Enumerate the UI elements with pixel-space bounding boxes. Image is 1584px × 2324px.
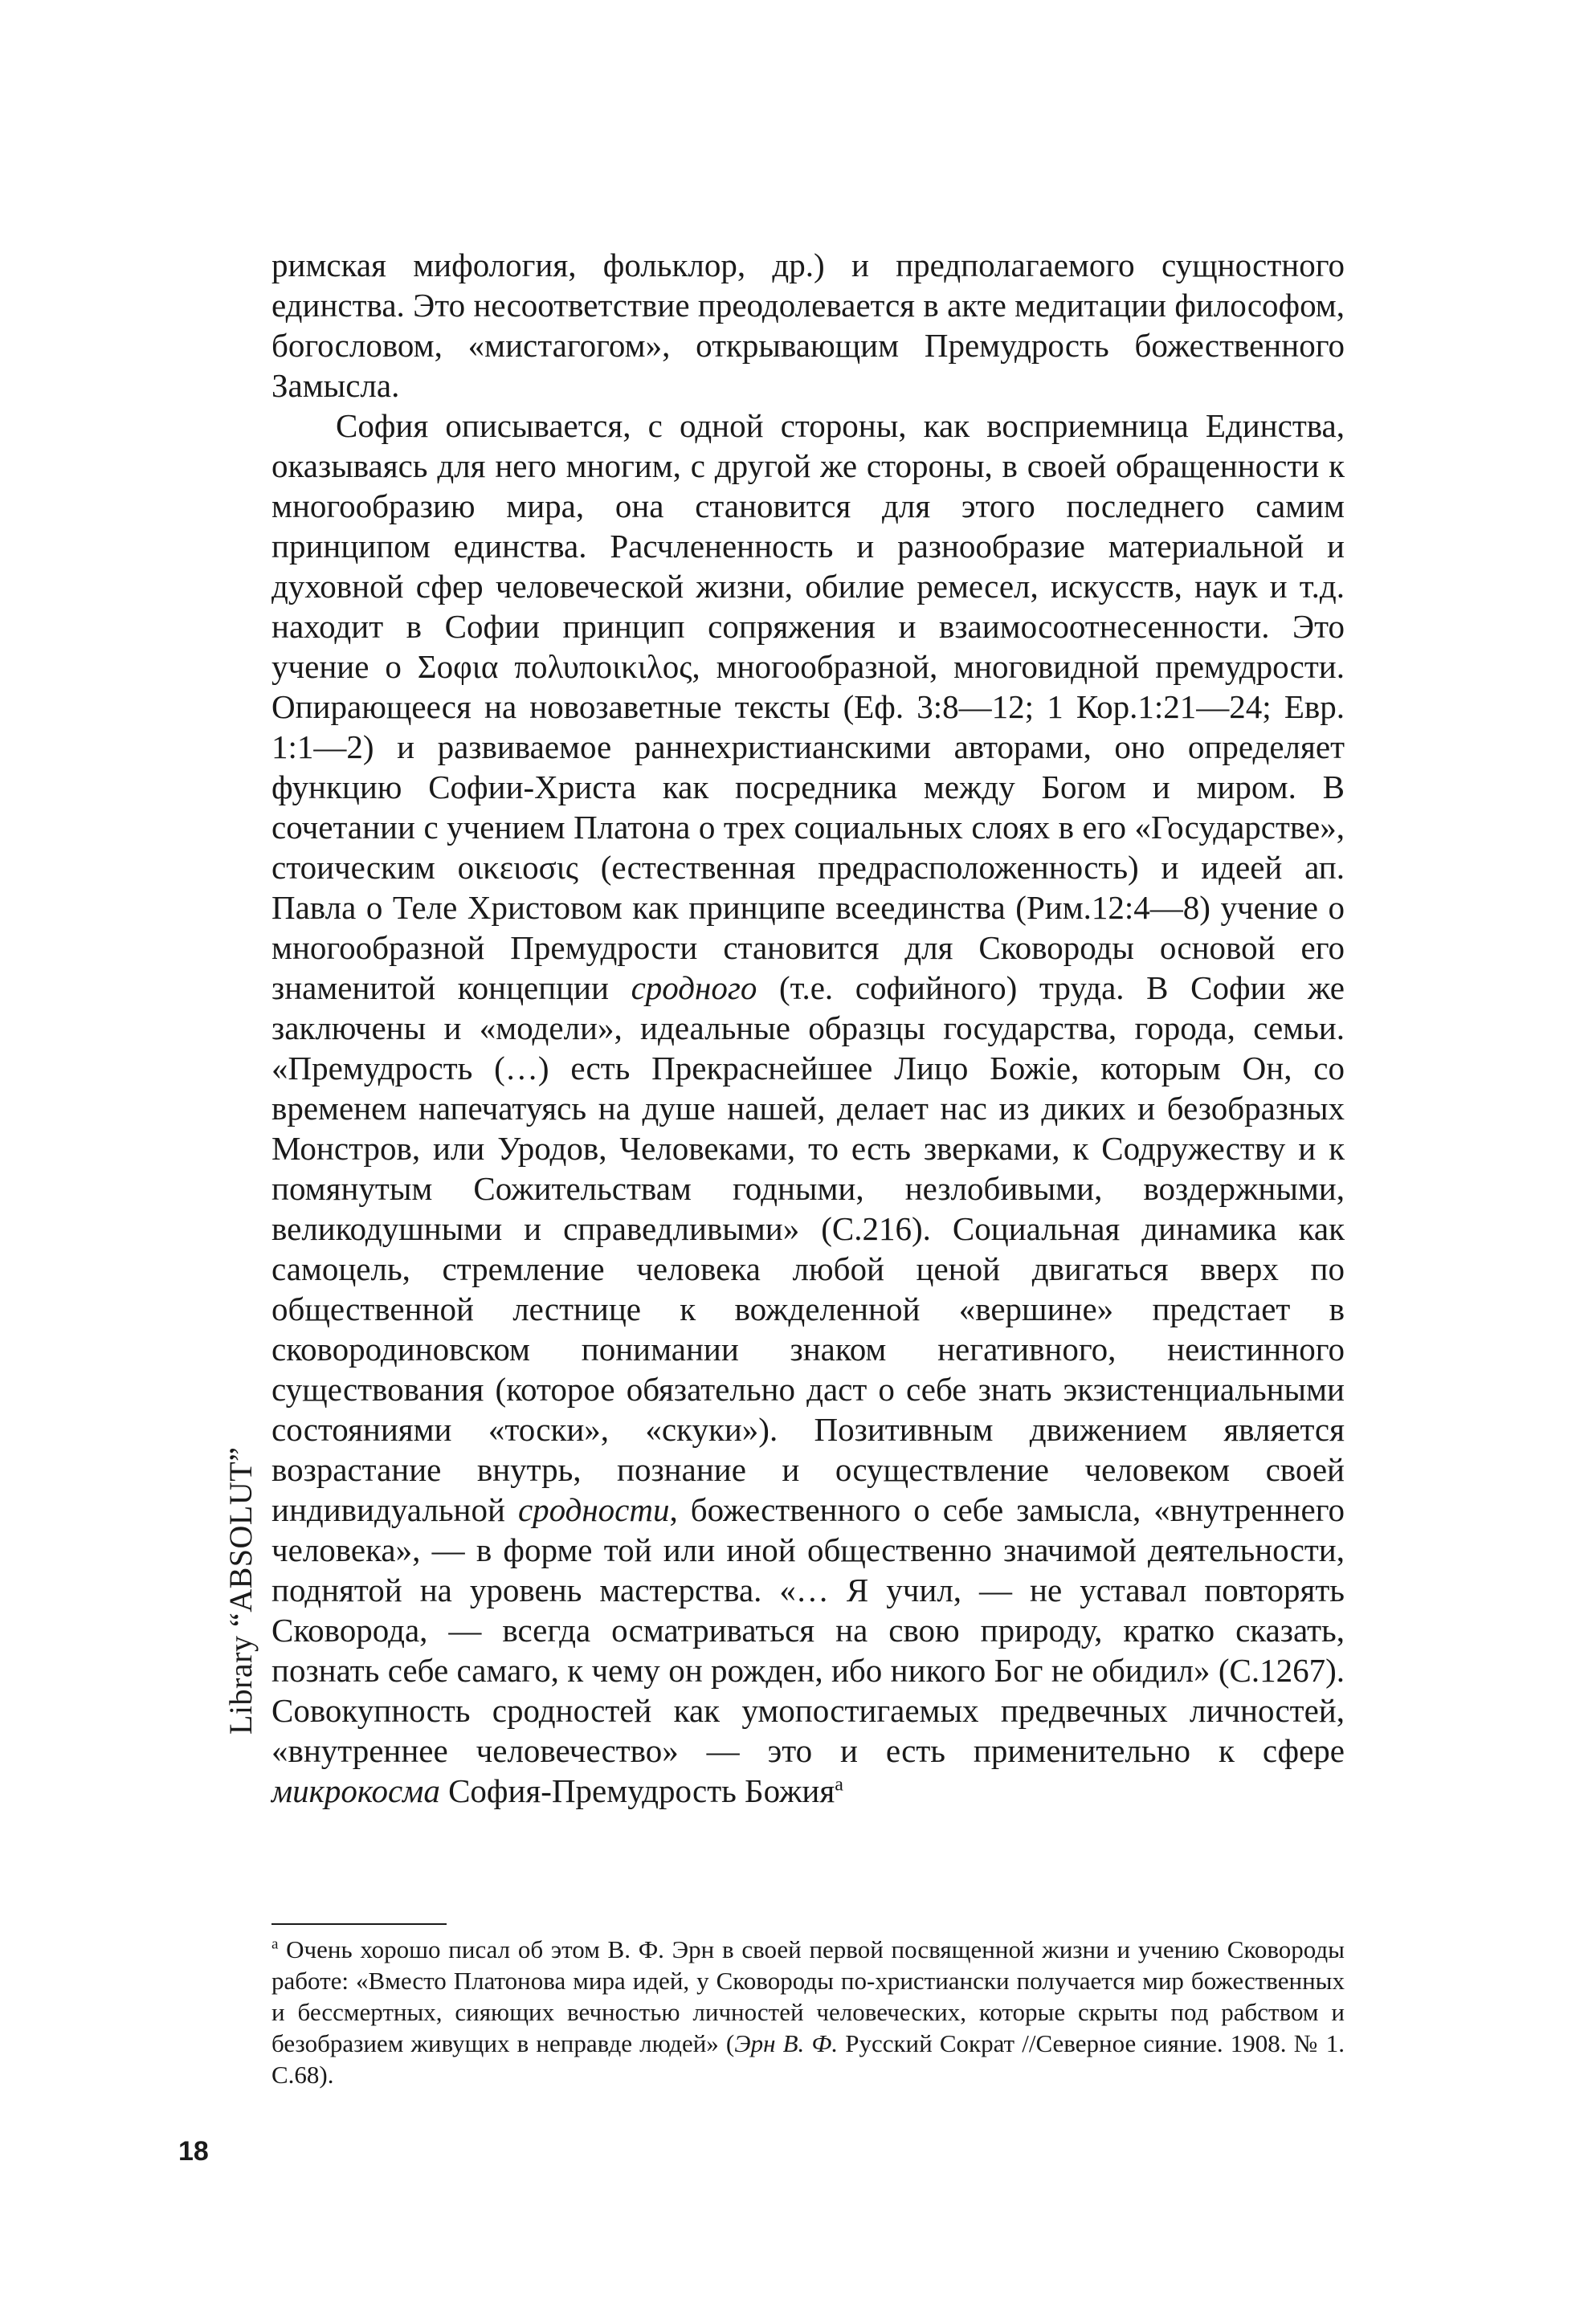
italic-term-srodnogo: сродного <box>631 969 757 1006</box>
footnote-text-b: Русский Сократ //Северное сияние. 1908. № 1. С.68). <box>271 2029 1345 2089</box>
italic-term-srodnosti: сродности <box>517 1491 670 1528</box>
page-number: 18 <box>178 2136 209 2167</box>
paragraph-1: римская мифология, фольклор, др.) и предполагаемого сущностного единства. Это несоответствие преодолевается в акте медитации философом, богословом, «мистагогом», открывающим Премудрость божественного Замысла. <box>271 247 1345 404</box>
paragraph-2-part-b: (т.е. софийного) труда. В Софии же заключены и «модели», идеальные образцы государства, города, семьи. «Премудрость (…) есть Прекраснейшее Лицо Божіе, которым Он, со временем напечатуясь на душе нашей, делает нас из диких и безобразных Монстров, или Уродов, Человеками, то есть зверками, к Содружеству и к помянутым Сожительствам годными, незлобивыми, воздержными, великодушными и справедливыми» (С.216). Социальная динамика как самоцель, стремление человека любой ценой двигаться вверх по общественной лестнице к вожделенной «вершине» предстает в сковородиновском понимании знаком негативного, неистинного существования (которое обязательно даст о себе знать экзистенциальными состояниями «тоски», «скуки»). Позитивным движением является возрастание внутрь, познание и осуществление человеком своей индивидуальной <box>271 969 1345 1528</box>
footnote-text-a: Очень хорошо писал об этом В. Ф. Эрн в своей первой посвященной жизни и учению Сковороды работе: «Вместо Платонова мира идей, у Сковороды по-христиански получается мир божественных и бессмертных, сияющих вечностью личностей человеческих, которые скрыты под рабством и безобразием живущих в неправде людей» ( <box>271 1935 1345 2057</box>
footnote-divider <box>271 1923 447 1925</box>
footnote-mark: a <box>271 1935 279 1953</box>
footnote <box>271 1934 1345 2090</box>
running-head: Library “ABSOLUT” <box>222 1446 259 1735</box>
paragraph-2 <box>271 406 1345 1811</box>
paragraph-2-part-d: София-Премудрость Божия <box>439 1772 835 1809</box>
footnote-author: Эрн В. Ф. <box>734 2029 839 2057</box>
footnote-reference[interactable]: a <box>835 1774 843 1796</box>
main-text <box>271 245 1345 1811</box>
paragraph-2-part-c: , божественного о себе замысла, «внутреннего человека», — в форме той или иной общественно значимой деятельности, поднятой на уровень мастерства. «… Я учил, — не уставал повторять Сковорода, — всегда осматриваться на свою природу, кратко сказать, познать себе самаго, к чему он рожден, ибо никого Бог не обидил» (С.1267). Совокупность сродностей как умопостигаемых предвечных личностей, «внутреннее человечество» — это и есть применительно к сфере <box>271 1491 1345 1769</box>
italic-term-mikrokosma: микрокосма <box>271 1772 440 1809</box>
paragraph-2-part-a: София описывается, с одной стороны, как восприемница Единства, оказываясь для него многим, с другой же стороны, в своей обращенности к многообразию мира, она становится для этого последнего самим принципом единства. Расчлененность и разнообразие материальной и духовной сфер человеческой жизни, обилие ремесел, искусств, наук и т.д. находит в Софии принцип сопряжения и взаимосоотнесенности. Это учение о Σοφια πολυποικιλος, многообразной, многовидной премудрости. Опирающееся на новозаветные тексты (Еф. 3:8—12; 1 Кор.1:21—24; Евр. 1:1—2) и развиваемое раннехристианскими авторами, оно определяет функцию Софии-Христа как посредника между Богом и миром. В сочетании с учением Платона о трех социальных слоях в его «Государстве», стоическим οικειοσις (естественная предрасположенность) и идеей ап. Павла о Теле Христовом как принципе всеединства (Рим.12:4—8) учение о многообразной Премудрости становится для Сковороды основой его знаменитой концепции <box>271 407 1345 1006</box>
